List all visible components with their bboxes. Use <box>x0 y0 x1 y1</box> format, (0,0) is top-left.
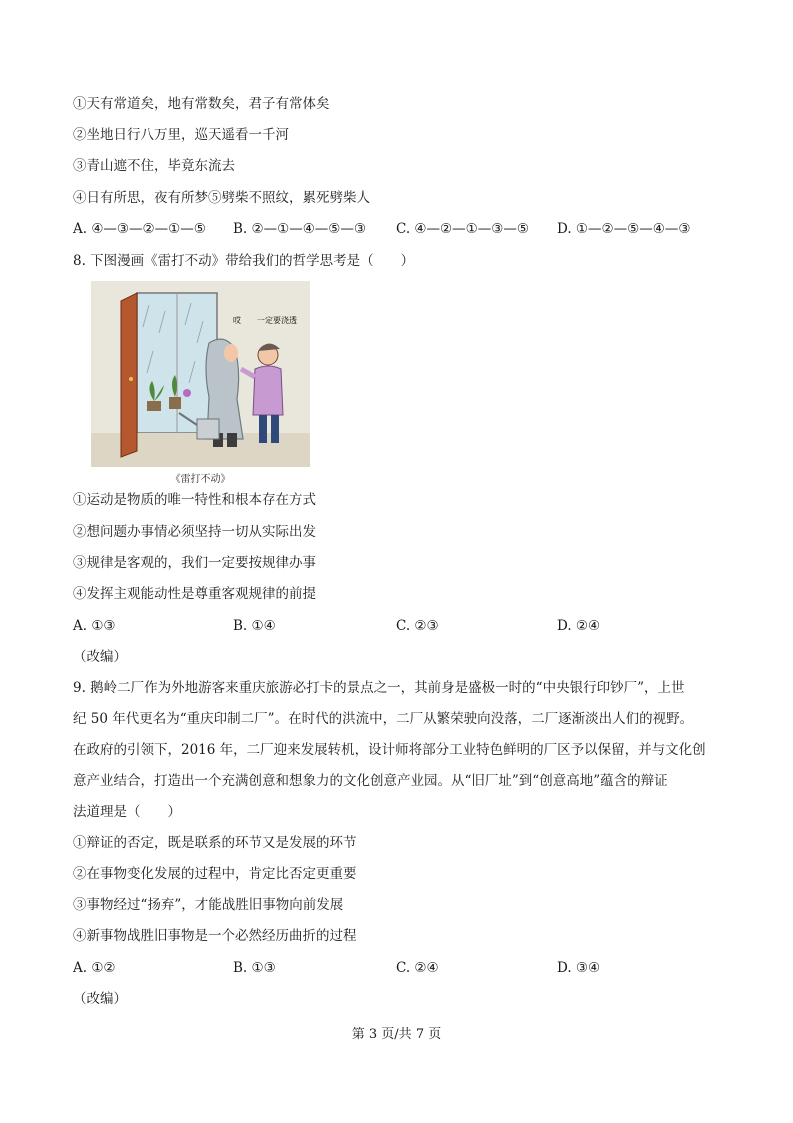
q9-stem-line-2: 纪 50 年代更名为“重庆印制二厂”。在时代的洪流中，二厂从繁荣驶向没落，二厂逐渐淡出人们的视野。 <box>73 711 694 727</box>
cartoon-image <box>91 281 310 487</box>
q8-source-note: （改编） <box>73 649 127 665</box>
q9-stem-line-3: 在政府的引领下，2016 年，二厂迎来发展转机，设计师将部分工业特色鲜明的厂区予以保留，并与文化创 <box>73 742 706 758</box>
q9-stem-line-5: 法道理是（ ） <box>73 804 181 820</box>
q7-option-d: D. ①—②—⑤—④—③ <box>557 221 691 237</box>
q7-item-2: ②坐地日行八万里，巡天遥看一千河 <box>73 127 289 143</box>
q9-option-d: D. ③④ <box>557 960 601 976</box>
q8-option-b: B. ①④ <box>233 618 276 634</box>
bubble-right-text: 一定要浇透 <box>257 316 297 325</box>
q7-item-1: ①天有常道矣，地有常数矣，君子有常体矣 <box>73 96 330 112</box>
q8-item-1: ①运动是物质的唯一特性和根本存在方式 <box>73 492 316 508</box>
q9-item-2: ②在事物变化发展的过程中，肯定比否定更重要 <box>73 866 357 882</box>
q8-stem: 8. 下图漫画《雷打不动》带给我们的哲学思考是（ ） <box>73 253 415 269</box>
q9-stem-line-4: 意产业结合，打造出一个充满创意和想象力的文化创意产业园。从“旧厂址”到“创意高地”蕴含的辩证 <box>73 773 668 789</box>
q9-item-4: ④新事物战胜旧事物是一个必然经历曲折的过程 <box>73 928 357 944</box>
q9-item-3: ③事物经过“扬弃”，才能战胜旧事物向前发展 <box>73 897 344 913</box>
q9-option-b: B. ①③ <box>233 960 276 976</box>
q7-option-c: C. ④—②—①—③—⑤ <box>396 221 529 237</box>
q7-item-4: ④日有所思，夜有所梦⑤劈柴不照纹，累死劈柴人 <box>73 190 370 206</box>
q9-source-note: （改编） <box>73 991 127 1007</box>
q8-item-3: ③规律是客观的，我们一定要按规律办事 <box>73 555 316 571</box>
q7-option-b: B. ②—①—④—⑤—③ <box>233 221 367 237</box>
q7-item-3: ③青山遮不住，毕竟东流去 <box>73 158 235 174</box>
q8-option-d: D. ②④ <box>557 618 601 634</box>
q9-item-1: ①辩证的否定，既是联系的环节又是发展的环节 <box>73 835 357 851</box>
q9-stem-line-1: 9. 鹅岭二厂作为外地游客来重庆旅游必打卡的景点之一，其前身是盛极一时的“中央银行印钞厂”，上世 <box>73 680 685 696</box>
cartoon-caption: 《雷打不动》 <box>170 474 231 485</box>
q9-option-c: C. ②④ <box>396 960 439 976</box>
q7-option-a: A. ④—③—②—①—⑤ <box>73 221 206 237</box>
q9-option-a: A. ①② <box>73 960 116 976</box>
q8-option-a: A. ①③ <box>73 618 116 634</box>
q8-item-4: ④发挥主观能动性是尊重客观规律的前提 <box>73 586 316 602</box>
cartoon-illustration <box>91 281 310 467</box>
bubble-left-text: 哎 <box>233 316 241 325</box>
q8-option-c: C. ②③ <box>396 618 439 634</box>
q8-item-2: ②想问题办事情必须坚持一切从实际出发 <box>73 524 316 540</box>
page-footer: 第 3 页/共 7 页 <box>351 1027 442 1042</box>
